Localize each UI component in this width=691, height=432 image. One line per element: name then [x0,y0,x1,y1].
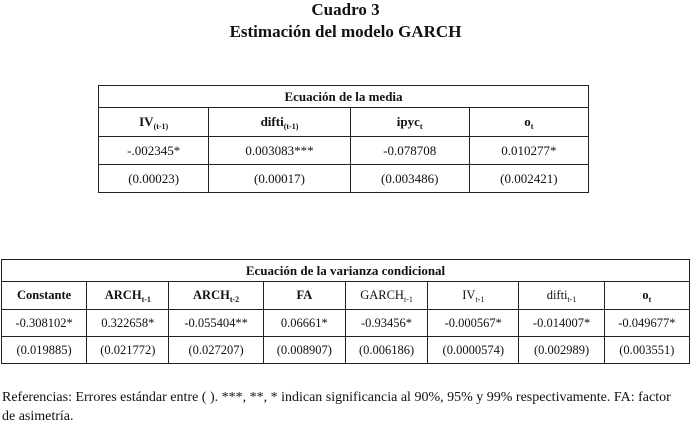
mean-estimates-row [99,137,589,165]
mean-stderr-cell: (0.003486) [350,165,469,193]
variance-stderr-cell: (0.006186) [345,337,427,364]
variance-estimate-cell: -0.000567* [428,310,519,337]
variance-header-cell: $GARCH_{t-1}$ [345,282,427,310]
variance-estimate-cell: 0.322658* [87,310,169,337]
table-subtitle: Estimación del modelo GARCH [229,22,462,41]
variance-estimate-cell: -0.049677* [604,310,689,337]
variance-header-cell: $IV_{t-1}$ [428,282,519,310]
mean-header-cell: difti$_{(t-1)}$ [209,108,350,137]
mean-stderr-cell: (0.00017) [209,165,350,193]
mean-stderr-cell: (0.002421) [469,165,588,193]
variance-stderr-cell: (0.021772) [87,337,169,364]
variance-estimates-row [2,310,690,337]
variance-stderr-cell: (0.0000574) [428,337,519,364]
mean-header-row [99,108,589,137]
mean-header-cell: ipyc$_t$ [350,108,469,137]
mean-stderr-cell: (0.00023) [99,165,209,193]
mean-estimate-cell: -0.078708 [350,137,469,165]
mean-estimate-cell: -.002345* [99,137,209,165]
variance-estimate-cell: -0.308102* [2,310,87,337]
variance-stderr-cell: (0.008907) [263,337,345,364]
variance-stderr-cell: (0.019885) [2,337,87,364]
footnote: Referencias: Errores estándar entre ( ). ***, **, * indican significancia al 90%, 95% y 99% respectivamente. FA: factor de asimetría. [2,390,671,424]
variance-header-cell: Constante [2,282,87,310]
variance-stderr-row [2,337,690,364]
mean-table-caption: Ecuación de la media [99,86,589,108]
variance-header-cell: $o_t$ [604,282,689,310]
variance-header-row [2,282,690,310]
mean-equation-table [98,85,589,193]
table-title: Cuadro 3 [311,0,380,19]
variance-stderr-cell: (0.002989) [519,337,604,364]
variance-estimate-cell: 0.06661* [263,310,345,337]
variance-estimate-cell: -0.93456* [345,310,427,337]
variance-equation-table [1,259,690,364]
variance-estimate-cell: -0.014007* [519,310,604,337]
variance-header-cell: difti$_{t-1}$ [519,282,604,310]
variance-header-cell: $ARCH_{t-1}$ [87,282,169,310]
variance-table-caption: Ecuación de la varianza condicional [2,260,690,282]
variance-stderr-cell: (0.027207) [169,337,263,364]
mean-header-cell: $o_t$ [469,108,588,137]
variance-header-cell: $ARCH_{t-2}$ [169,282,263,310]
variance-estimate-cell: -0.055404** [169,310,263,337]
mean-stderr-row [99,165,589,193]
variance-stderr-cell: (0.003551) [604,337,689,364]
variance-header-cell: FA [263,282,345,310]
mean-header-cell: $IV_{(t-1)}$ [99,108,209,137]
mean-estimate-cell: 0.010277* [469,137,588,165]
mean-estimate-cell: 0.003083*** [209,137,350,165]
